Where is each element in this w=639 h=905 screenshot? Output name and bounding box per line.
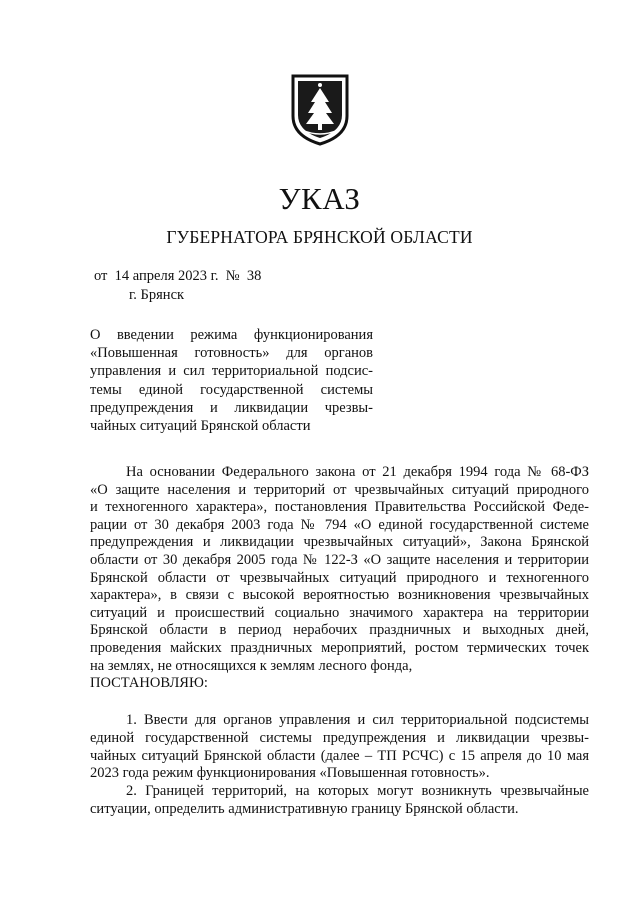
item-line: чайных ситуаций Брянской области (далее – ТП РСЧС) с 15 апреля до 10 мая — [90, 747, 589, 764]
body-line: Брянской области в период нерабочих праздничных и выходных дней, — [90, 622, 589, 639]
subject-line: управления и сил территориальной подсис- — [90, 363, 373, 380]
decree-subject — [90, 326, 373, 435]
subject-line: чайных ситуаций Брянской области — [90, 417, 311, 434]
item-line: 2023 года режим функционирования «Повышенная готовность». — [90, 765, 490, 782]
decree-date-number: от 14 апреля 2023 г. № 38 — [94, 268, 262, 284]
subject-line: «Повышенная готовность» для органов — [90, 345, 373, 362]
bryansk-coat-of-arms-icon — [289, 72, 351, 148]
body-line: и техногенного характера», постановления Правительства Российской Феде- — [90, 499, 589, 516]
body-line: «О защите населения и территорий от чрезвычайных ситуаций природного — [90, 481, 589, 498]
body-line: области от 30 декабря 2005 года № 122-З «О защите населения и территории — [90, 551, 589, 568]
decree-items — [90, 712, 589, 819]
decree-preamble — [90, 464, 589, 693]
subject-line: предупреждения и ликвидации чрезвы- — [90, 399, 373, 416]
page-subtitle: ГУБЕРНАТОРА БРЯНСКОЙ ОБЛАСТИ — [166, 227, 473, 247]
item-line: 2. Границей территорий, на которых могут возникнуть чрезвычайные — [126, 783, 589, 800]
subject-line: О введении режима функционирования — [90, 327, 373, 343]
body-line: проведения майских праздничных мероприятий, ростом термических точек — [90, 639, 589, 656]
body-line: ситуаций и происшествий социально значимого характера на территории — [90, 604, 589, 621]
page-title: УКАЗ — [278, 181, 361, 216]
body-line: рации от 30 декабря 2003 года № 794 «О единой государственной системе — [90, 516, 589, 533]
subject-line: темы единой государственной системы — [90, 381, 373, 398]
body-line: На основании Федерального закона от 21 декабря 1994 года № 68-ФЗ — [126, 464, 589, 480]
decree-resolve: ПОСТАНОВЛЯЮ: — [90, 675, 208, 692]
body-line: Брянской области от чрезвычайных ситуаций природного и техногенного — [90, 569, 589, 586]
body-line: характера», в связи с высокой вероятностью возникновения чрезвычайных — [90, 587, 589, 604]
decree-city: г. Брянск — [129, 287, 185, 303]
item-line: единой государственной системы предупреждения и ликвидации чрезвы- — [90, 729, 589, 746]
item-line: 1. Ввести для органов управления и сил территориальной подсистемы — [126, 712, 589, 728]
body-line: на землях, не относящихся к землям лесного фонда, — [90, 657, 413, 674]
item-line: ситуации, определить административную границу Брянской области. — [90, 800, 519, 817]
body-line: предупреждения и ликвидации чрезвычайных ситуаций», Закона Брянской — [90, 534, 589, 551]
